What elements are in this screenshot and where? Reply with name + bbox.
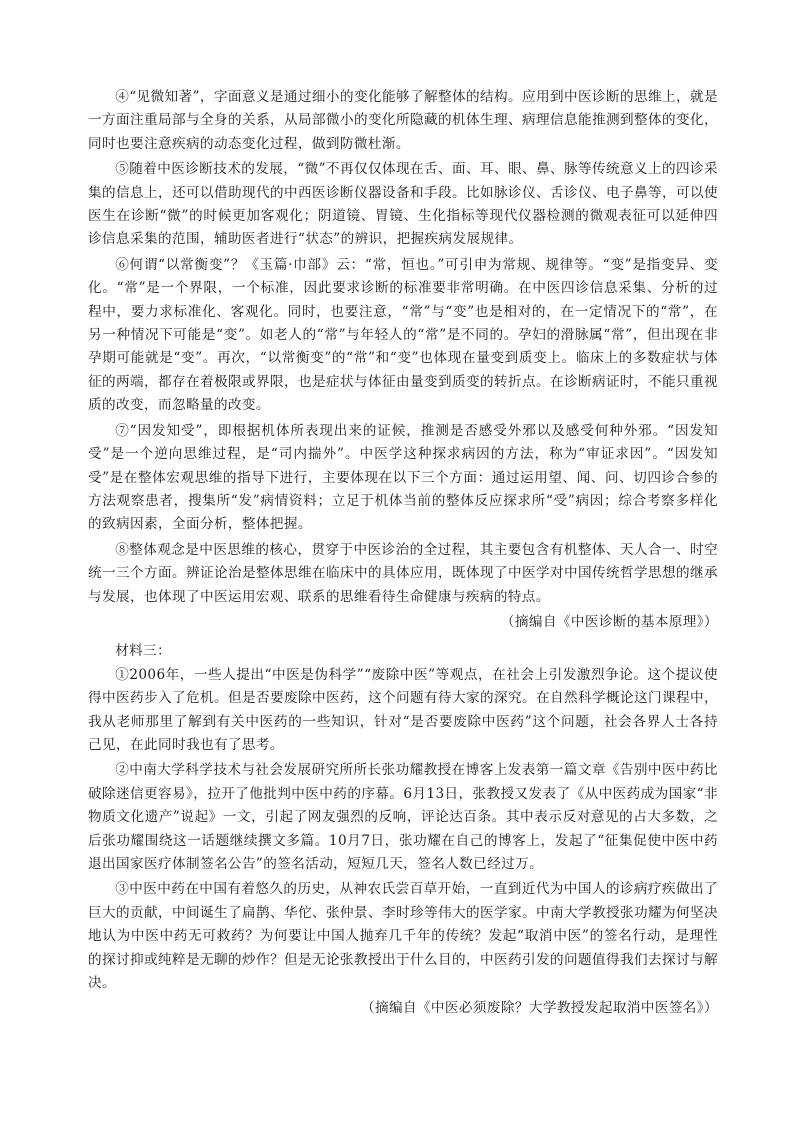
paragraph-5: ⑤随着中医诊断技术的发展，“微”不再仅仅体现在舌、面、耳、眼、鼻、脉等传统意义上的四诊采集的信息上，还可以借助现代的中西医诊断仪器设备和手段。比如脉诊仪、舌诊仪、电子鼻等，可以使医生在诊断“微”的时候更加客观化；阴道镜、胃镜、生化指标等现代仪器检测的微观表征可以延伸四诊信息采集的范围，辅助医者进行“状态”的辨识，把握疾病发展规律。 (88, 161, 718, 248)
material3-paragraph-2: ②中南大学科学技术与社会发展研究所所长张功耀教授在博客上发表第一篇文章《告别中医中药比破除迷信更容易》，拉开了他批判中医中药的序幕。6月13日，张教授又发表了《从中医药成为国家“非物质文化遗产”说起》一文，引起了网友强烈的反响，评论达百条。其中表示反对意见的占大多数，之后张功耀围绕这一话题继续撰文多篇。10月7日，张功耀在自己的博客上，发起了“征集促使中医中药退出国家医疗体制签名公告”的签名活动，短短几天，签名人数已经过万。 (88, 762, 718, 872)
paragraph-7: ⑦“因发知受”，即根据机体所表现出来的证候，推测是否感受外邪以及感受何种外邪。“因发知受”是一个逆向思维过程，是“司内揣外”。中医学这种探求病因的方法，称为“审证求因”。“因发知受”是在整体宏观思维的指导下进行，主要体现在以下三个方面：通过运用望、闻、问、切四诊合参的方法观察患者，搜集所“发”病情资料；立足于机体当前的整体反应探求所“受”病因；综合考察多样化的致病因素，全面分析，整体把握。 (88, 422, 718, 533)
material3-paragraph-1: ①2006年，一些人提出“中医是伪科学”“废除中医”等观点，在社会上引发激烈争论。这个提议使得中医药步入了危机。但是否要废除中医药，这个问题有待大家的深究。在自然科学概论这门课程中，我从老师那里了解到有关中医药的一些知识，针对“是否要废除中医药”这个问题，社会各界人士各持己见，在此同时我也有了思考。 (88, 666, 718, 753)
paragraph-4: ④“见微知著”，字面意义是通过细小的变化能够了解整体的结构。应用到中医诊断的思维上，就是一方面注重局部与全身的关系，从局部微小的变化所隐藏的机体生理、病理信息能推测到整体的变化，同时也要注意疾病的动态变化过程，做到防微杜渐。 (88, 89, 718, 152)
source-citation-3: （摘编自《中医必须废除？大学教授发起取消中医签名》） (360, 1000, 718, 1017)
material3-paragraph-3: ③中医中药在中国有着悠久的历史，从神农氏尝百草开始，一直到近代为中国人的诊病疗疾做出了巨大的贡献，中间诞生了扁鹊、华佗、张仲景、李时珍等伟大的医学家。中南大学教授张功耀为何坚决地认为中医中药无可救药？为何要让中国人抛弃几千年的传统？发起“取消中医”的签名行动，是理性的探讨抑或纯粹是无聊的炒作？但是无论张教授出于什么目的，中医药引发的问题值得我们去探讨与解决。 (88, 881, 718, 992)
paragraph-6: ⑥何谓“以常衡变”？《玉篇·巾部》云：“常，恒也。”可引申为常规、规律等。“变”是指变异、变化。“常”是一个界限，一个标准，因此要求诊断的标准要非常明确。在中医四诊信息采集、分析的过程中，要力求标准化、客观化。同时，也要注意，“常”与“变”也是相对的，在一定情况下的“常”，在另一种情况下可能是“变”。如老人的“常”与年轻人的“常”是不同的。孕妇的滑脉属“常”，但出现在非孕期可能就是“变”。再次，“以常衡变”的“常”和“变”也体现在量变到质变上。临床上的多数症状与体征的两端，都存在着极限或界限，也是症状与体征由量变到质变的转折点。在诊断病证时，不能只重视质的改变，而忽略量的改变。 (88, 256, 718, 414)
document-page (88, 86, 718, 1027)
source-citation-2: （摘编自《中医诊断的基本原理》） (500, 613, 718, 630)
material-three-label: 材料三： (115, 643, 172, 660)
paragraph-8: ⑧整体观念是中医思维的核心，贯穿于中医诊治的全过程，其主要包含有机整体、天人合一、时空统一三个方面。辨证论治是整体思维在临床中的具体应用，既体现了中医学对中国传统哲学思想的继承与发展，也体现了中医运用宏观、联系的思维看待生命健康与疾病的特点。 (88, 541, 718, 605)
